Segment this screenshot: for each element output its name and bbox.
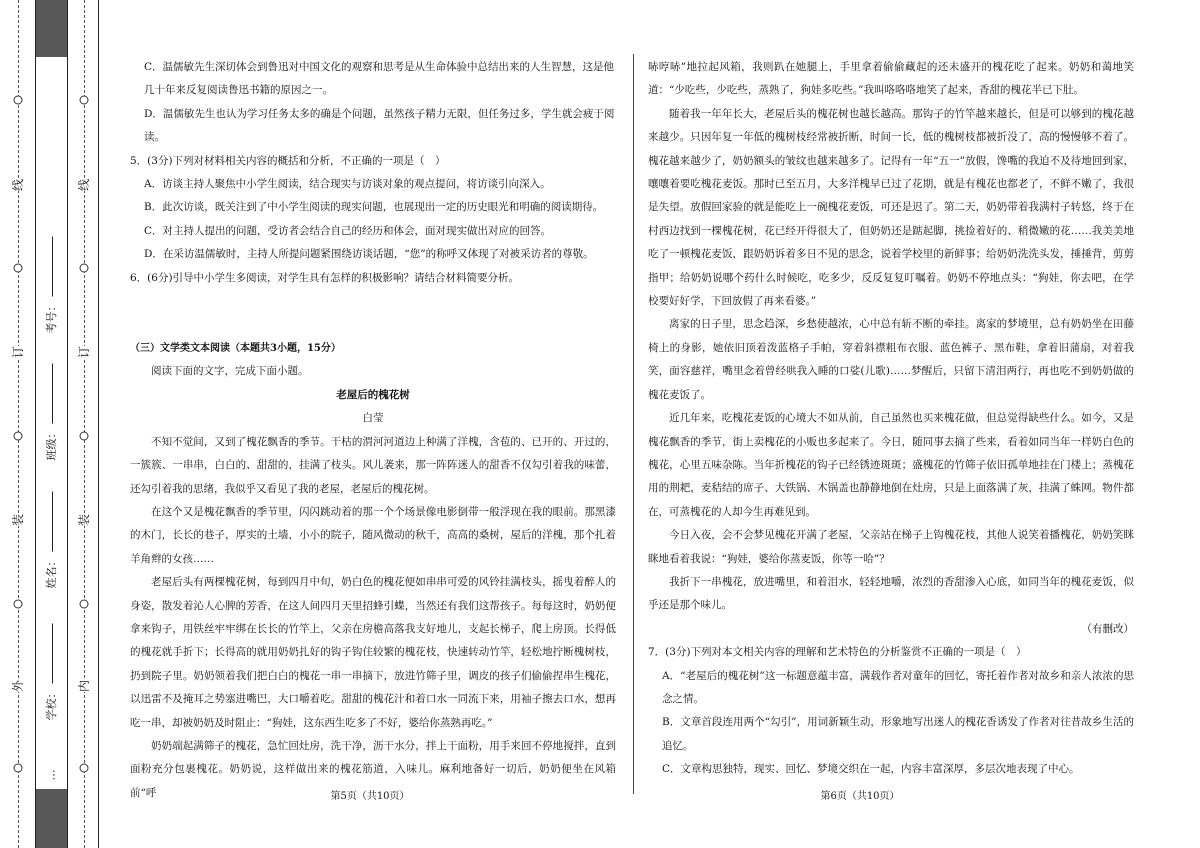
paragraph: 奶奶端起满筛子的槐花，急忙回灶房，洗干净，沥干水分，拌上干面粉，用手来回不停地搅拌，直到面粉充分包裹槐花。奶奶说，这样做出来的槐花筋道，入味儿。麻利地备好一切后，奶奶便坐在风箱前“呼 (130, 739, 616, 799)
circle-mark (14, 432, 23, 441)
question-5: 5．(3分)下列对材料相关内容的概括和分析，不正确的一项是（ ） (130, 154, 446, 167)
question-7: 7．(3分)下列对本文相关内容的理解和艺术特色的分析鉴赏不正确的一项是（ ） (648, 646, 1027, 659)
right-page (648, 56, 1134, 782)
school-field[interactable] (43, 624, 59, 721)
circle-mark (80, 764, 89, 773)
option-a: A．访谈主持人聚焦中小学生阅读，结合现实与访谈对象的观点提问，将访谈引向深入。 (144, 178, 551, 191)
page-divider (633, 54, 634, 794)
circle-mark (14, 600, 23, 609)
instruction: 阅读下面的文字，完成下面小题。 (151, 365, 309, 378)
cut-mark: 订 (11, 345, 25, 359)
article-title: 老屋后的槐花树 (336, 388, 410, 401)
paragraph: 今日入夜，会不会梦见槐花开满了老屋，父亲站在梯子上钩槐花枝，其他人说笑着播槐花，奶奶笑眯眯地看着我说：“狗娃，婆给你蒸麦饭，你等一哈”？ (648, 529, 1134, 565)
paragraph: 我折下一串槐花，放进嘴里，和着泪水，轻轻地嚼，浓烈的香甜渗入心底，如同当年的槐花麦饭，似乎还是那个味儿。 (648, 575, 1134, 612)
cut-mark: 装 (11, 513, 25, 527)
exam-no-field[interactable] (43, 237, 59, 334)
paragraph: 老屋后头有两棵槐花树，每到四月中旬，奶白色的槐花便如串串可爱的风铃挂满枝头，摇曳着醉人的身姿，散发着沁人心脾的芳香，在这人间四月天里招蜂引蝶，当然还有我们这帮孩子。每每这时，奶奶便拿来钩子，用铁丝牢牢绑在长长的竹竿上，父亲在房檐高落我支好地儿，支起长梯子，爬上房顶。长得低的槐花就手折下；长得高的就用奶奶扎好的钩子钩住较繁的槐花枝，快速转动竹竿，轻松地拧断槐树枝，扔到院子里。奶奶领着我们把白白的槐花一串一串摘下，放进竹筛子里，调皮的孩子们偷偷捏串生槐花，以迅雷不及掩耳之势塞进嘴巴，大口嚼着吃。甜甜的槐花汁和着口水一同流下来，用袖子擦去口水，想再吃一串，却被奶奶及时阻止：“狗娃，这东西生吃多了不好，婆给你蒸熟再吃。” (130, 576, 616, 729)
class-label: 班级： (45, 427, 58, 461)
circle-mark (80, 264, 89, 273)
cut-line-outer (18, 0, 19, 848)
source-note: （有删改） (1081, 622, 1134, 635)
binding-margin (0, 0, 110, 848)
gray-strip-bottom (35, 789, 67, 848)
circle-mark (14, 96, 23, 105)
cut-line-inner (84, 0, 85, 848)
paragraph: 哧哼哧”地拉起风箱，我则趴在她腿上，手里拿着偷偷藏起的还未盛开的槐花吃了起来。奶奶和蔼地笑道：“少吃些，少吃些，蒸熟了，狗娃多吃些。”我叫咯咯咯地笑了起来，香甜的槐花半已下肚。 (648, 61, 1134, 97)
circle-mark (14, 764, 23, 773)
margin-line (35, 0, 36, 848)
margin-line (67, 0, 68, 848)
ellipsis: … (44, 769, 58, 781)
exam-no-label: 考号： (45, 300, 58, 334)
cut-mark: 线 (11, 178, 25, 192)
option-line: 几十年来反复阅读鲁迅书籍的原因之一。 (144, 84, 333, 97)
cut-mark: 装 (77, 513, 91, 527)
option-d: D．在采访温儒敏时，主持人所提问题紧围绕访谈话题，“您”的称呼又体现了对被采访者的尊敬。 (144, 248, 594, 261)
school-label: 学校： (45, 687, 58, 721)
option-a: A．“老屋后的槐花树”这一标题意蕴丰富，满载作者对童年的回忆，寄托着作者对故乡和亲人浓浓的思念之情。 (662, 669, 1134, 705)
option-line: 读。 (144, 131, 165, 144)
question-6: 6．(6分)引导中小学生多阅读，对学生具有怎样的积极影响？请结合材料简要分析。 (130, 271, 520, 284)
answer-space (130, 290, 616, 337)
margin-line (98, 0, 99, 848)
paragraph: 离家的日子里，思念趋深，乡愁使越浓，心中总有斩不断的牵挂。离家的梦境里，总有奶奶坐在田藤椅上的身影，她依旧顶着泼蓝格子手帕，穿着斜襟粗布衣服、蓝色裤子、黑布鞋，拿着旧蒲扇，对着我笑，面容慈祥，嘴里念着曾经哄我入睡的口娑(儿歌)……梦醒后，只留下清泪两行，再也吃不到奶奶做的槐花麦饭了。 (648, 318, 1134, 401)
option-line: C．温儒敏先生深切体会到鲁迅对中国文化的观察和思考是从生命体验中总结出来的人生智慧，这是他 (144, 61, 615, 73)
class-field[interactable] (43, 364, 59, 461)
paragraph: 在这个又是槐花飘香的季节里，闪闪跳动着的那一个个场景像电影倒带一般浮现在我的眼前。那黑漆的木门，长长的巷子，厚实的土墙，小小的院子，随风微动的秋千，高高的桑树，屋后的洋槐，那个扎着羊角辫的女孩…… (130, 505, 616, 565)
paragraph: 不知不觉间，又到了槐花飘香的季节。干枯的渭河河道边上种满了洋槐，含苞的、已开的、开过的，一簇簇、一串串，白白的、甜甜的，挂满了枝头。风儿袭来，那一阵阵迷人的甜香不仅勾引着我的味蕾，还勾引着我的思绪，我似乎又看见了我的老屋，老屋后的槐花树。 (130, 435, 616, 495)
paragraph: 随着我一年年长大，老屋后头的槐花树也越长越高。那钩子的竹竿越来越长，但是可以够到的槐花越来越少。只因年复一年低的槐树枝经常被折断，时间一长，低的槐树枝都被折没了，高的慢慢够不着了。槐花越来越少了，奶奶额头的皱纹也越来越多了。记得有一年“五一”放假，馋嘴的我迫不及待地回到家，嚷嚷着要吃槐花麦饭。那时已至五月，大多洋槐早已过了花期，就是有槐花也都老了，不鲜不嫩了，我很是失望。放假回家验的就是能吃上一碗槐花麦饭，可还是迟了。第二天，奶奶带着我满村子转悠，终于在村西边找到一棵槐花树，花已经开得很大了，但奶奶还是踮起脚，挑捡着好的、稍微嫩的花……我美美地吃了一顿槐花麦饭，跟奶奶诉着多日不见的思念，说着学校里的新鲜事；给奶奶洗洗头发，捶捶背，剪剪指甲；给奶奶说哪个药什么时候吃，吃多少，反反复复叮嘱着。奶奶不停地点头：“狗娃，你去吧，在学校要好好学，下回放假了再来看婆。” (648, 107, 1134, 308)
gray-strip-top (35, 0, 67, 57)
paragraph: 近几年来，吃槐花麦饭的心境大不如从前，自己虽然也买来槐花做，但总觉得缺些什么。如今，又是槐花飘香的季节，街上卖槐花的小贩也多起来了。今日，随同事去摘了些来，看着如同当年一样奶白色的槐花，心里五味杂陈。当年折槐花的钩子已经锈迹斑斑；盛槐花的竹筛子依旧孤单地挂在门楼上；蒸槐花用的荆耙，麦秸结的席子、大铁锅、木锅盖也静静地倒在灶房，只是上面落满了灰，挂满了蛛网。物件都在，可蒸槐花的人却今生再难见到。 (648, 412, 1134, 518)
article-author: 白莹 (362, 412, 384, 425)
name-label: 姓名： (45, 555, 58, 589)
cut-mark: 内 (77, 679, 91, 693)
name-field[interactable] (43, 492, 59, 589)
cut-mark: 外 (11, 679, 25, 693)
circle-mark (14, 264, 23, 273)
section-title: （三）文学类文本阅读（本题共3小题，15分） (130, 343, 341, 355)
option-b: B．此次访谈，既关注到了中小学生阅读的现实问题，也展现出一定的历史眼光和明确的阅读期待。 (144, 201, 604, 214)
circle-mark (80, 600, 89, 609)
option-line: D．温儒敏先生也认为学习任务太多的确是个问题，虽然孩子精力无限，但任务过多，学生就会疲于阅 (144, 107, 615, 120)
left-page (130, 56, 616, 805)
page-number-right: 第6页（共10页） (820, 791, 900, 802)
option-c: C．对主持人提出的问题，受访者会结合自己的经历和体会，面对现实做出对应的回答。 (144, 224, 552, 237)
circle-mark (80, 432, 89, 441)
option-b: B．文章首段连用两个“勾引”，用词新颖生动，形象地写出迷人的槐花香诱发了作者对往昔故乡生活的追忆。 (662, 716, 1134, 752)
option-c: C．文章构思独特，现实、回忆、梦境交织在一起，内容丰富深厚，多层次地表现了中心。 (662, 763, 1080, 776)
cut-mark: 订 (77, 345, 91, 359)
circle-mark (80, 96, 89, 105)
cut-mark: 线 (77, 178, 91, 192)
page-number-left: 第5页（共10页） (330, 791, 410, 802)
